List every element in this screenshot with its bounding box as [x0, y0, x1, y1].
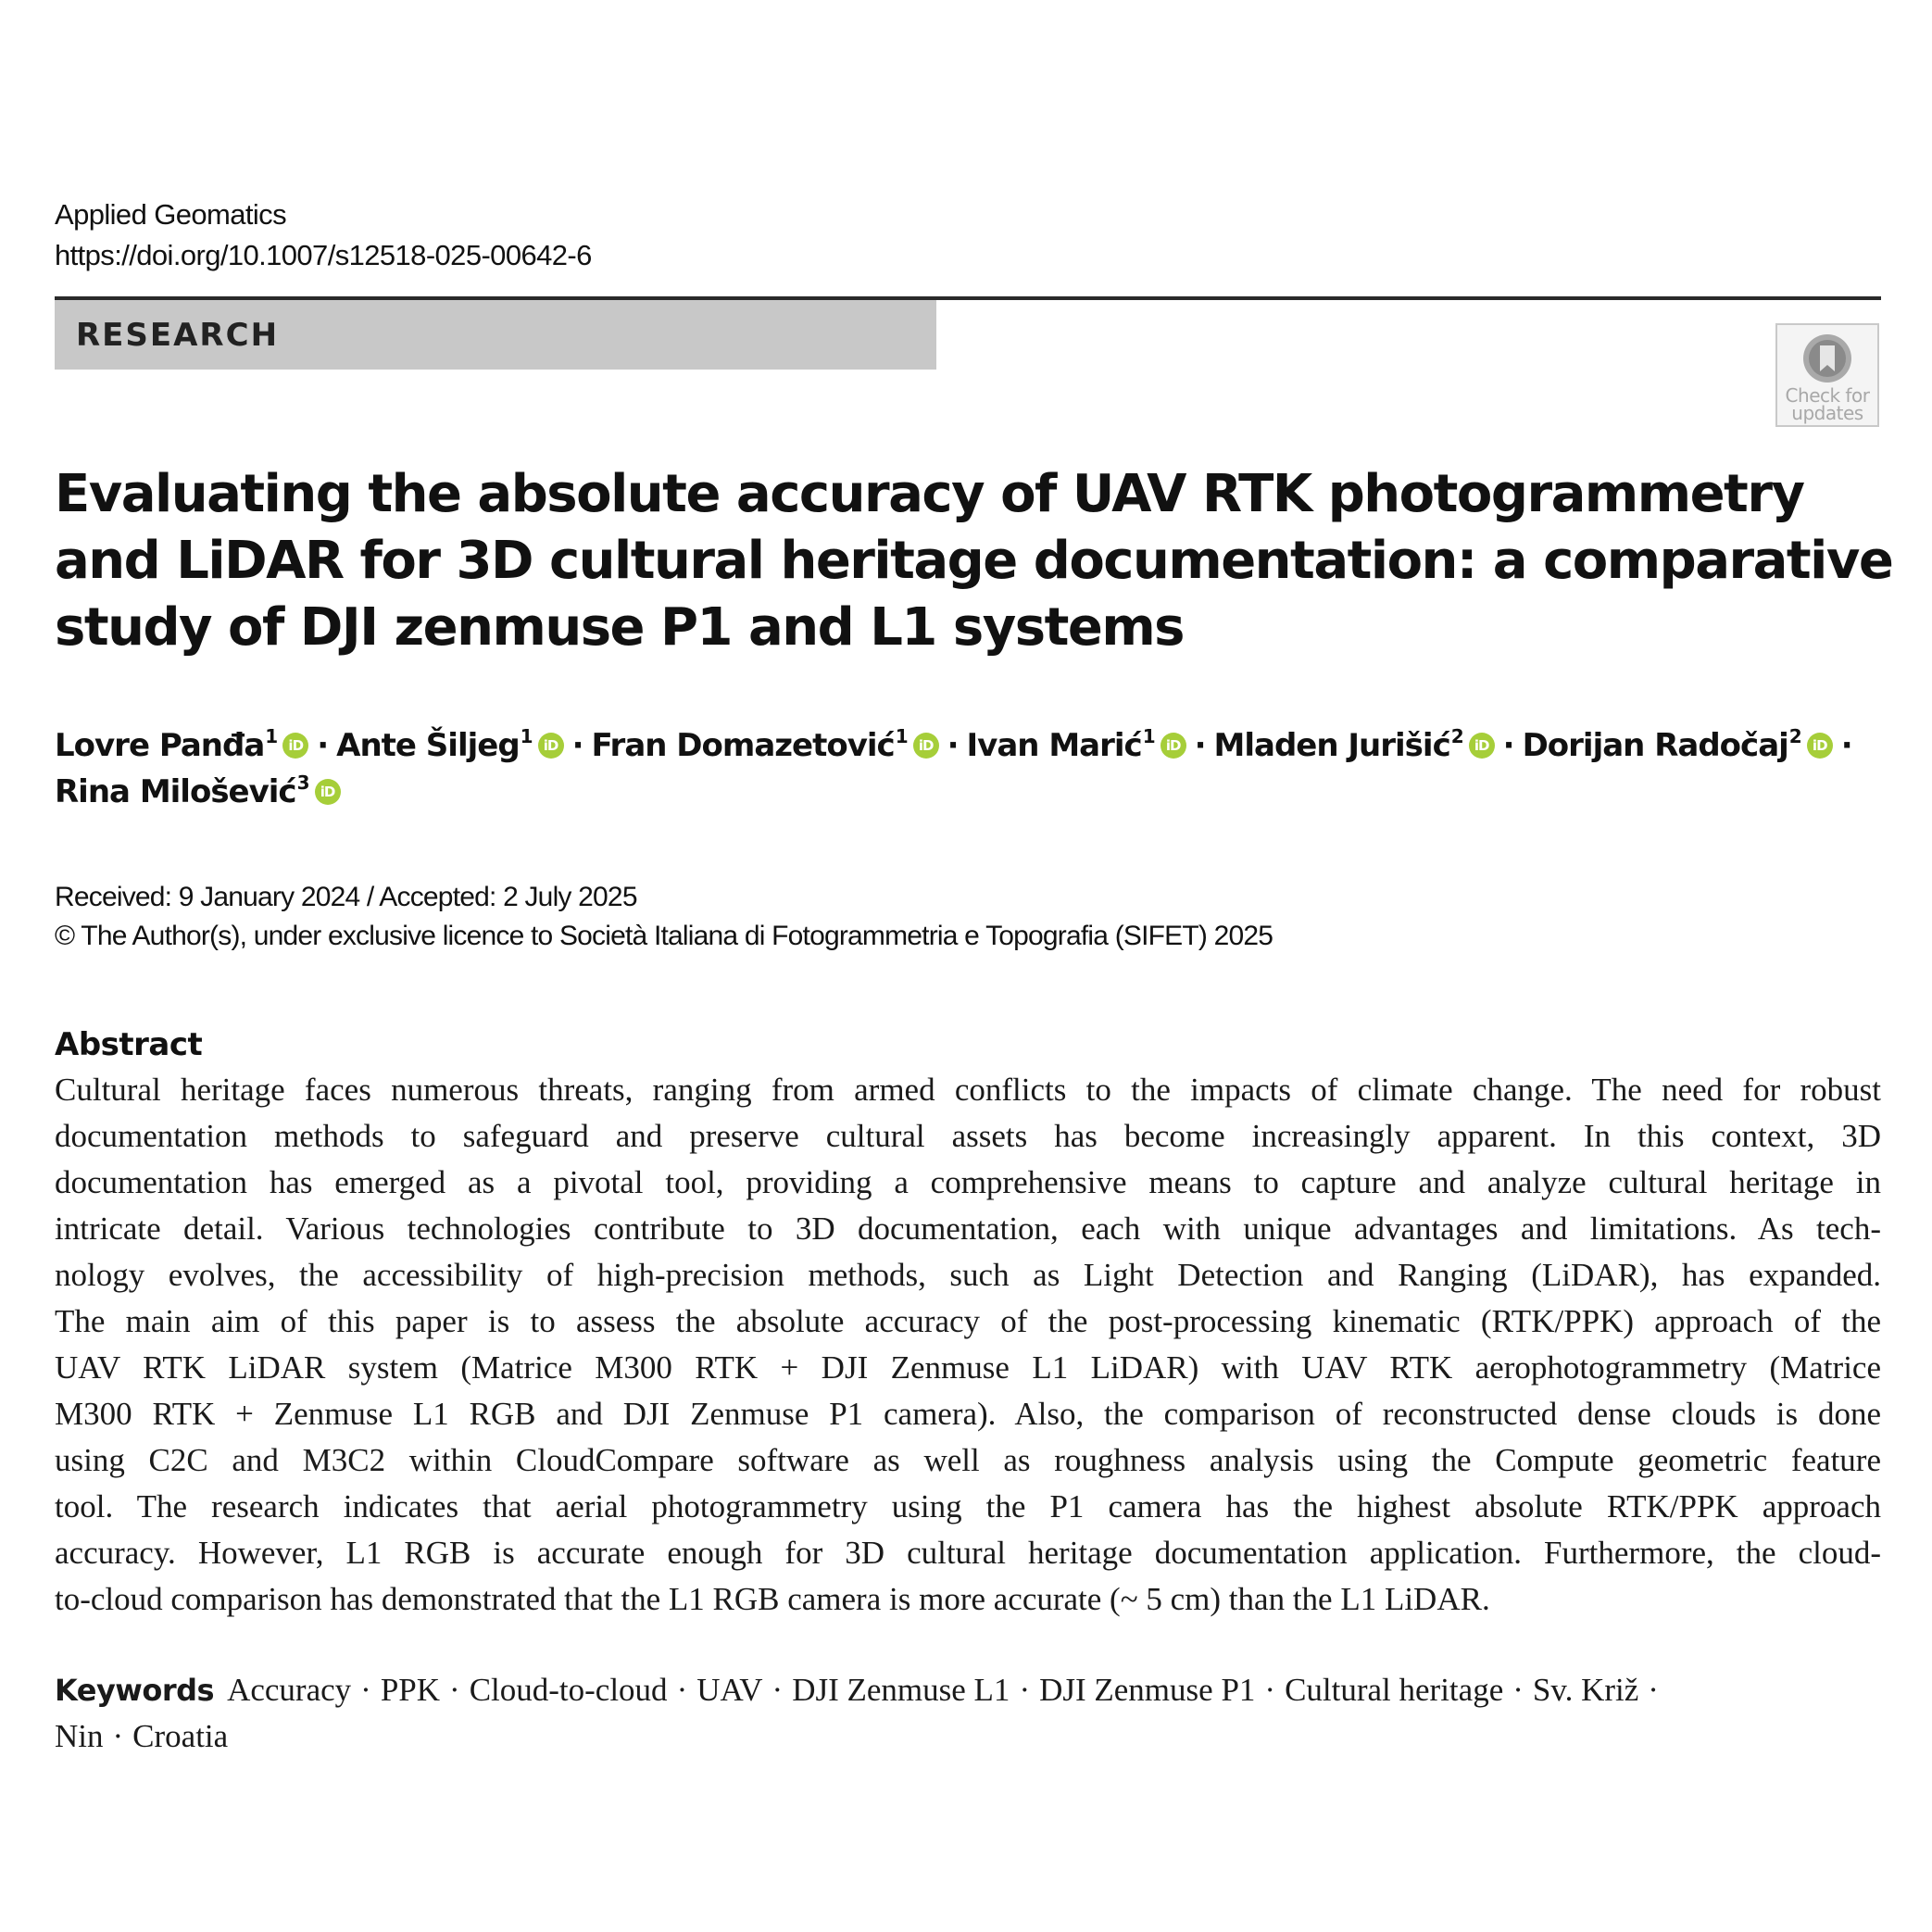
keyword-separator: · — [1264, 1672, 1276, 1708]
keyword[interactable]: Nin — [55, 1718, 104, 1754]
copyright-notice: © The Author(s), under exclusive licence to Società Italiana di Fotogrammetria e Topografia (SIFET) 2025 — [55, 921, 1273, 951]
doi-link[interactable]: https://doi.org/10.1007/s12518-025-00642-6 — [55, 239, 592, 271]
journal-header — [55, 194, 592, 276]
abstract-line: UAV RTK LiDAR system (Matrice M300 RTK + DJI Zenmuse L1 LiDAR) with UAV RTK aerophotogrammetry (Matrice — [55, 1349, 1881, 1386]
author-separator: · — [317, 727, 329, 764]
keywords-label: Keywords — [55, 1673, 215, 1708]
abstract-line: The main aim of this paper is to assess the absolute accuracy of the post-processing kinematic (RTK/PPK) approach of the — [55, 1303, 1881, 1339]
abstract-line: accuracy. However, L1 RGB is accurate enough for 3D cultural heritage documentation application. Furthermore, the cloud- — [55, 1535, 1881, 1571]
article-dates — [55, 878, 1273, 956]
keyword[interactable]: Croatia — [132, 1718, 229, 1754]
author[interactable]: Ante Šiljeg $^1$ iD — [336, 722, 563, 769]
keywords-line — [55, 1713, 1881, 1760]
author-line — [55, 769, 1861, 815]
keyword[interactable]: PPK — [380, 1672, 441, 1708]
article-type-banner — [55, 300, 936, 370]
keyword-separator: · — [1512, 1672, 1524, 1708]
author-name[interactable]: Ante Šiljeg — [336, 727, 520, 764]
author-name[interactable]: Dorijan Radočaj — [1522, 727, 1788, 764]
abstract-line: nology evolves, the accessibility of high-precision methods, such as Light Detection and Ranging (LiDAR), has expanded. — [55, 1257, 1881, 1293]
abstract-line: documentation methods to safeguard and preserve cultural assets has become increasingly apparent. In this context, 3D — [55, 1118, 1881, 1154]
author[interactable]: Dorijan Radočaj $^2$ iD — [1523, 722, 1833, 769]
abstract-line: Cultural heritage faces numerous threats, ranging from armed conflicts to the impacts of climate change. The need for robust — [55, 1072, 1881, 1108]
keyword-separator: · — [360, 1672, 371, 1708]
keyword[interactable]: Cultural heritage — [1285, 1672, 1504, 1708]
author[interactable]: Rina Milošević $^3$ iD — [55, 769, 341, 815]
check-for-updates-label: Check for updates — [1785, 384, 1870, 424]
keyword-separator: · — [1648, 1672, 1659, 1708]
author-name[interactable]: Lovre Panđa — [55, 727, 265, 764]
abstract-line: to-cloud comparison has demonstrated that the L1 RGB camera is more accurate (~ 5 cm) than the L1 LiDAR. — [55, 1581, 1490, 1617]
author-separator: · — [1502, 727, 1514, 764]
journal-name: Applied Geomatics — [55, 198, 286, 231]
author[interactable]: Ivan Marić $^1$ iD — [967, 722, 1186, 769]
keyword-separator: · — [112, 1718, 124, 1754]
author-name[interactable]: Fran Domazetović — [591, 727, 895, 764]
keyword[interactable]: DJI Zenmuse P1 — [1039, 1672, 1256, 1708]
abstract-line: tool. The research indicates that aerial photogrammetry using the P1 camera has the highest absolute RTK/PPK approach — [55, 1488, 1881, 1524]
author-separator: · — [1194, 727, 1206, 764]
abstract-body — [55, 1067, 1881, 1623]
abstract-line: documentation has emerged as a pivotal tool, providing a comprehensive means to capture and analyze cultural heritage in — [55, 1164, 1881, 1200]
keyword-separator: · — [449, 1672, 460, 1708]
orcid-icon[interactable]: iD — [1469, 733, 1495, 759]
author-name[interactable]: Rina Milošević — [55, 773, 296, 810]
title-line: and LiDAR for 3D cultural heritage documentation: a comparative — [55, 531, 1893, 591]
keyword[interactable]: Cloud-to-cloud — [469, 1672, 668, 1708]
keywords-line — [55, 1667, 1881, 1713]
orcid-icon[interactable]: iD — [913, 733, 939, 759]
author-separator: · — [947, 727, 959, 764]
abstract-line: intricate detail. Various technologies contribute to 3D documentation, each with unique advantages and limitations. As tech- — [55, 1211, 1881, 1247]
keyword-separator: · — [772, 1672, 784, 1708]
author-name[interactable]: Ivan Marić — [966, 727, 1142, 764]
article-type-label: RESEARCH — [76, 316, 280, 354]
title-line: Evaluating the absolute accuracy of UAV RTK photogrammetry — [55, 464, 1804, 524]
abstract-line: M300 RTK + Zenmuse L1 RGB and DJI Zenmuse P1 camera). Also, the comparison of reconstructed dense clouds is done — [55, 1396, 1881, 1432]
author-separator: · — [571, 727, 583, 764]
orcid-icon[interactable]: iD — [538, 733, 564, 759]
keyword-separator: · — [676, 1672, 688, 1708]
orcid-icon[interactable]: iD — [315, 779, 341, 805]
check-for-updates-button[interactable] — [1775, 323, 1879, 427]
abstract-heading: Abstract — [55, 1026, 203, 1063]
author-name[interactable]: Mladen Jurišić — [1213, 727, 1450, 764]
title-line: study of DJI zenmuse P1 and L1 systems — [55, 597, 1184, 658]
author-line — [55, 722, 1861, 769]
author[interactable]: Mladen Jurišić $^2$ iD — [1214, 722, 1495, 769]
keyword[interactable]: DJI Zenmuse L1 — [792, 1672, 1010, 1708]
keyword[interactable]: UAV — [696, 1672, 763, 1708]
orcid-icon[interactable]: iD — [282, 733, 308, 759]
orcid-icon[interactable]: iD — [1807, 733, 1833, 759]
bookmark-icon — [1801, 332, 1853, 384]
author[interactable]: Lovre Panđa $^1$ iD — [55, 722, 308, 769]
keyword-separator: · — [1019, 1672, 1031, 1708]
author-list — [55, 722, 1861, 815]
abstract-line: using C2C and M3C2 within CloudCompare software as well as roughness analysis using the Compute geometric feature — [55, 1442, 1881, 1478]
author[interactable]: Fran Domazetović $^1$ iD — [592, 722, 939, 769]
article-title — [55, 461, 1893, 661]
keyword[interactable]: Accuracy — [227, 1672, 352, 1708]
keywords-section — [55, 1667, 1881, 1760]
received-accepted-dates: Received: 9 January 2024 / Accepted: 2 July 2025 — [55, 882, 637, 912]
keyword[interactable]: Sv. Križ — [1532, 1672, 1639, 1708]
orcid-icon[interactable]: iD — [1160, 733, 1186, 759]
author-separator: · — [1840, 727, 1852, 764]
